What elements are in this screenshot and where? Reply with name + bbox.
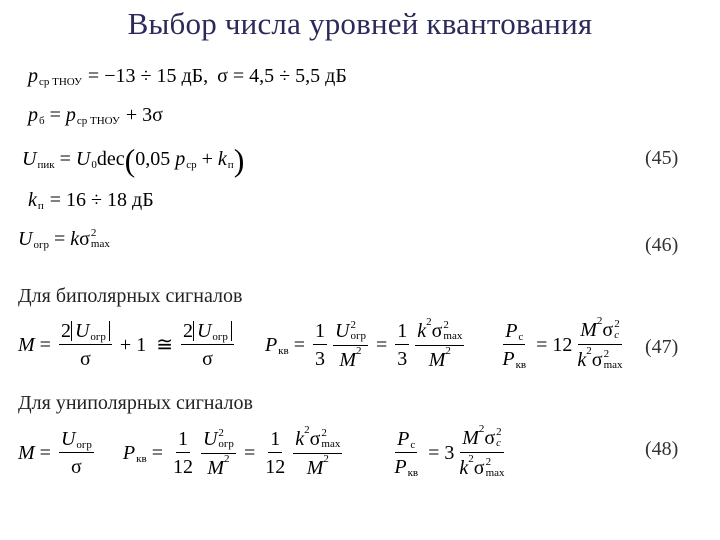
equation-number-46: (46) — [645, 234, 679, 256]
formula-bipolar: M = 2 U огр σ + 1 ≅ 2 U огр σ P кв = $\frac{1}{3}$ U 2 огр M 2 = $\frac{1}{3}$ k 2 σ 2 max M 2 P c P кв = 12 M 2 σ 2 c k 2 σ 2 max — [18, 314, 623, 371]
formula-noise-range: p ср ТНОУ = −13 ÷ 15 дБ, σ = 4,5 ÷ 5,5 дБ — [28, 65, 347, 88]
formula-kp: k п = 16 ÷ 18 дБ — [28, 189, 154, 212]
formula-pb: p б = p ср ТНОУ + 3σ — [28, 104, 163, 127]
page-title: Выбор числа уровней квантования — [127, 6, 593, 41]
equation-number-45: (45) — [645, 147, 679, 169]
section-label-bipolar: Для биполярных сигналов — [18, 285, 243, 307]
section-label-unipolar: Для униполярных сигналов — [18, 392, 253, 414]
formula-unipolar: M = U огр σ P кв = $\frac{1}{12}$ U 2 огр M 2 = $\frac{1}{12}$ k 2 σ 2 max M 2 P c P кв = 3 M 2 σ 2 c k 2 σ 2 max — [18, 422, 505, 479]
equation-number-47: (47) — [645, 336, 679, 358]
formula-uogr: U огр = k σ 2 max — [18, 227, 110, 251]
equation-number-48: (48) — [645, 438, 679, 460]
formula-upik: U пик = U 0 dec ( 0,05 p ср + k п ) — [22, 142, 245, 178]
